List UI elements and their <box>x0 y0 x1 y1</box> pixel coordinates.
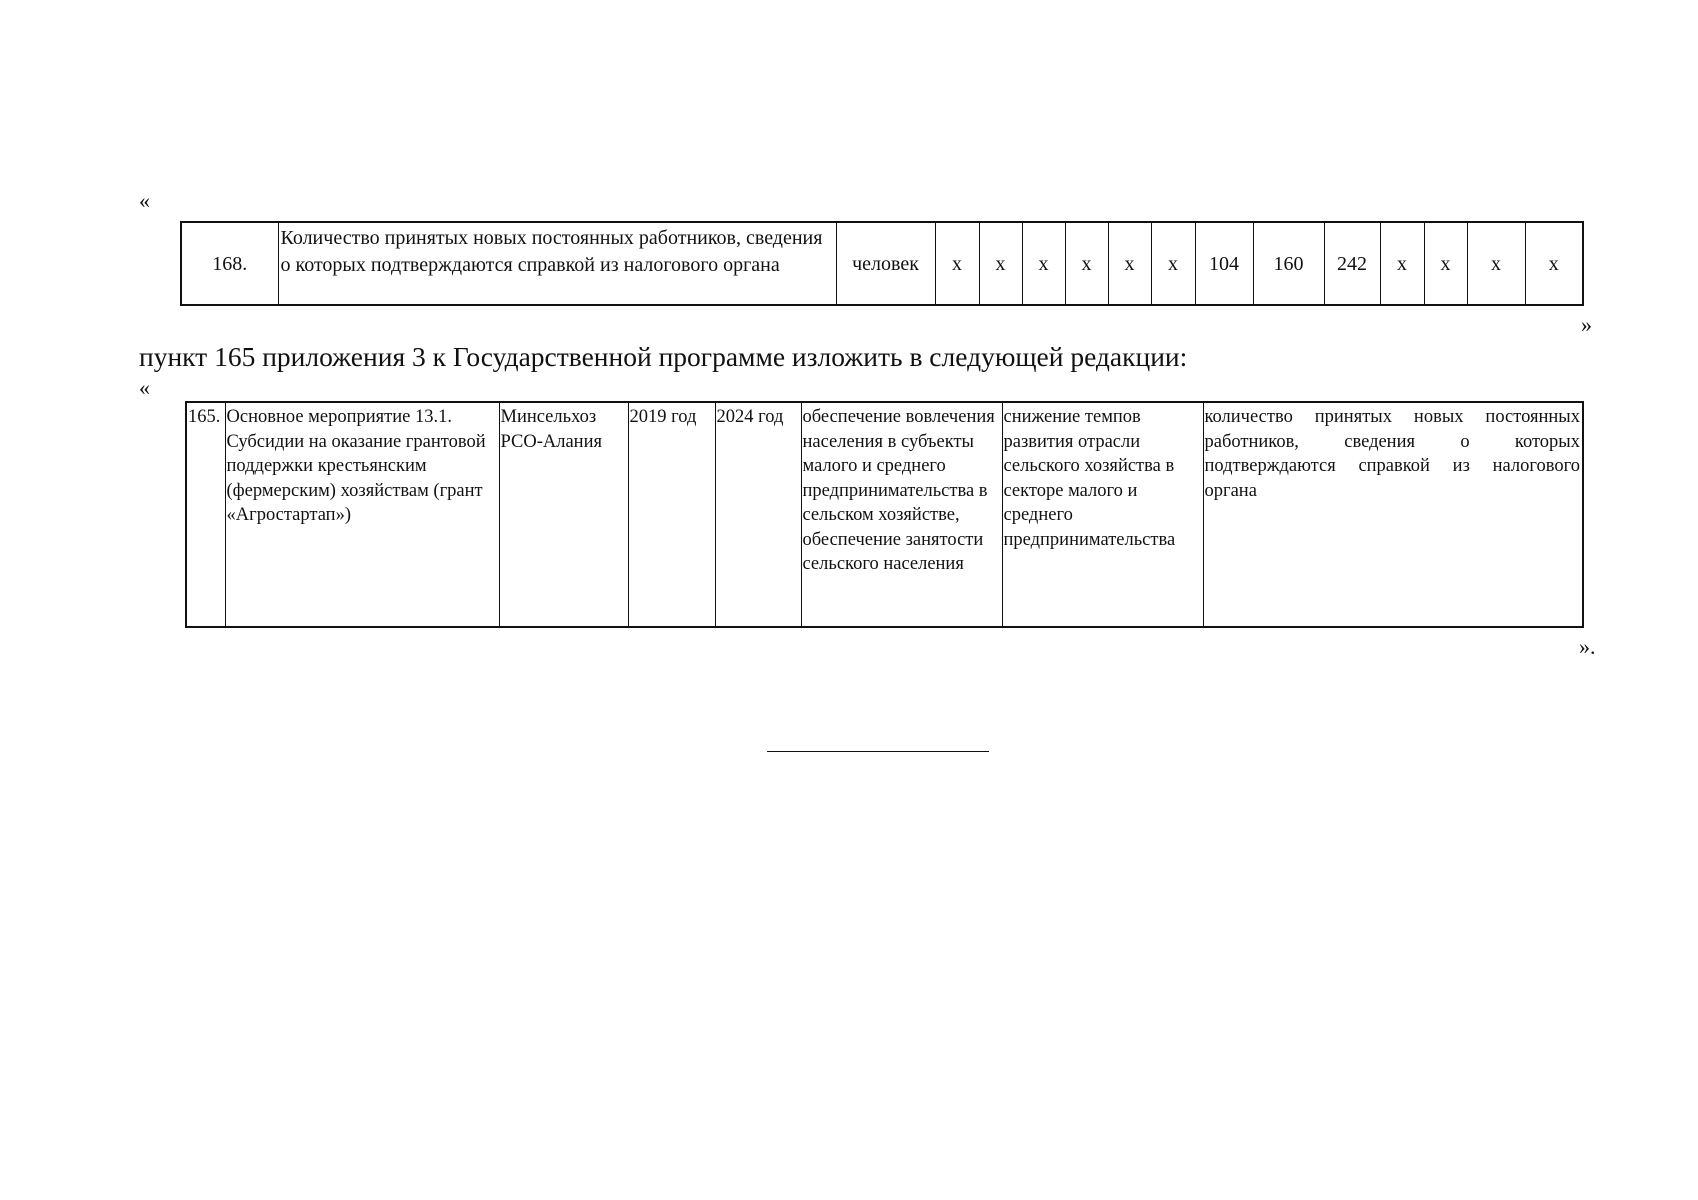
responsible-executor: Минсельхоз РСО-Алания <box>499 402 628 627</box>
opening-quote-2: « <box>139 375 150 400</box>
indicator-description: Количество принятых новых постоянных работников, сведения о которых подтверждаются справкой из налогового органа <box>278 222 836 305</box>
value-cell: x <box>979 222 1022 305</box>
value-cell: x <box>1065 222 1108 305</box>
event-table-row-165 <box>185 401 1584 628</box>
value-cell: x <box>1022 222 1065 305</box>
row-number: 165. <box>186 402 225 627</box>
value-cell: 104 <box>1195 222 1253 305</box>
unit-of-measure: человек <box>836 222 935 305</box>
amendment-heading: пункт 165 приложения 3 к Государственной программе изложить в следующей редакции: <box>139 341 1188 372</box>
start-year: 2019 год <box>628 402 715 627</box>
closing-quote: » <box>1581 312 1592 337</box>
event-name: Основное мероприятие 13.1. Субсидии на оказание грантовой поддержки крестьянским (фермерским) хозяйствам (грант «Агростартап») <box>225 402 499 627</box>
value-cell: x <box>1151 222 1195 305</box>
value-cell: x <box>1525 222 1583 305</box>
expected-result: обеспечение вовлечения населения в субъекты малого и среднего предпринимательства в сельском хозяйстве, обеспечение занятости сельского населения <box>801 402 1002 627</box>
value-cell: x <box>1467 222 1525 305</box>
opening-quote: « <box>139 188 150 213</box>
table-row <box>181 222 1583 305</box>
linked-indicator: количество принятых новых постоянных работников, сведения о которых подтверждаются справкой из налогового органа <box>1203 402 1583 627</box>
row-number: 168. <box>181 222 278 305</box>
end-year: 2024 год <box>715 402 801 627</box>
value-cell: 242 <box>1324 222 1380 305</box>
indicator-table-row-168 <box>180 221 1584 306</box>
value-cell: x <box>1424 222 1467 305</box>
closing-quote-final: ». <box>1579 634 1596 659</box>
value-cell: 160 <box>1253 222 1324 305</box>
consequences: снижение темпов развития отрасли сельского хозяйства в секторе малого и среднего предпринимательства <box>1002 402 1203 627</box>
value-cell: x <box>1380 222 1424 305</box>
value-cell: x <box>935 222 979 305</box>
end-divider <box>767 751 989 752</box>
value-cell: x <box>1108 222 1151 305</box>
table-row <box>186 402 1583 627</box>
